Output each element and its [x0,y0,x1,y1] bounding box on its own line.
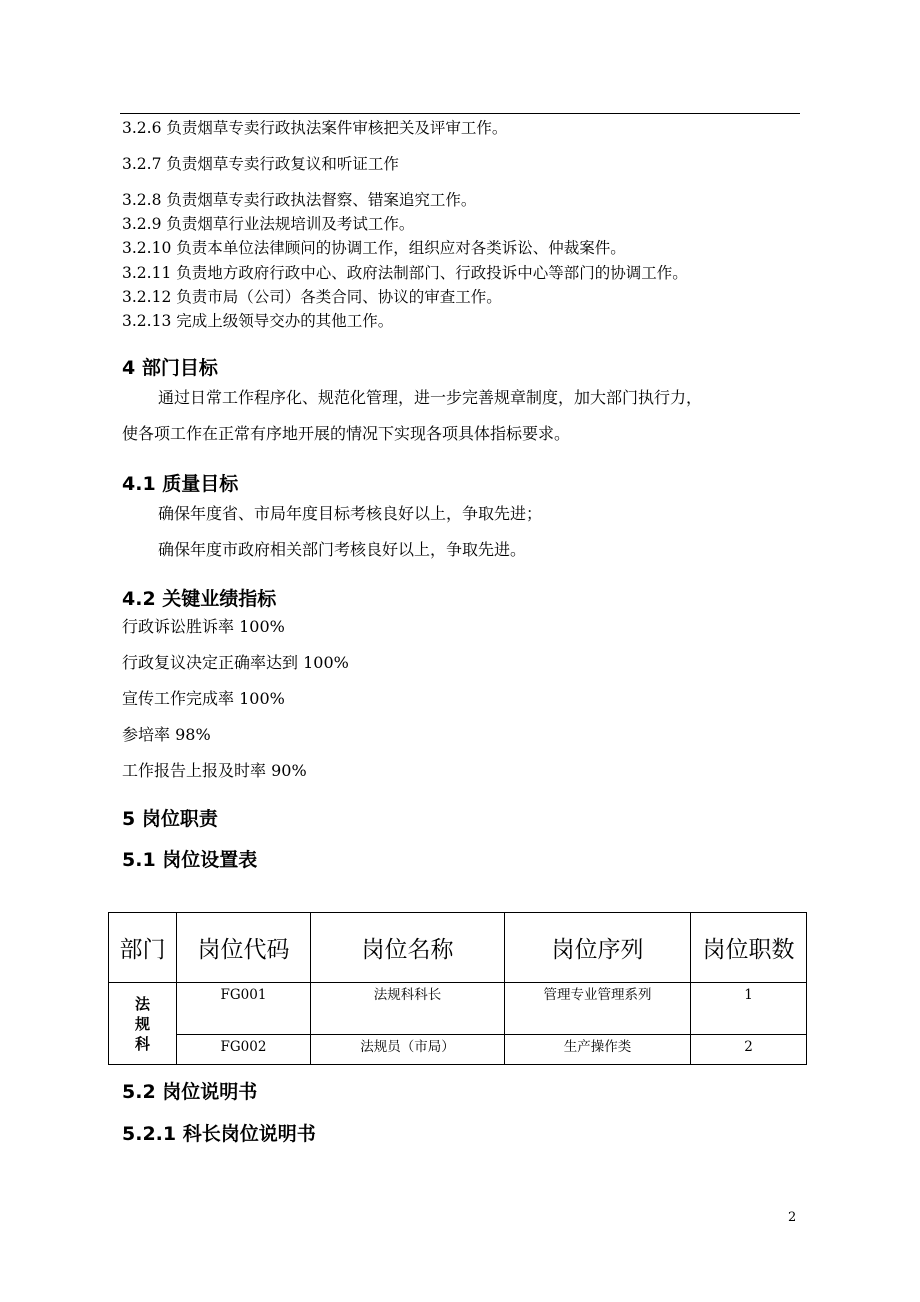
section-heading: 4 部门目标 [122,357,218,379]
goal-item: 确保年度市政府相关部门考核良好以上，争取先进。 [158,540,527,559]
header-rule [120,113,800,114]
goal-item: 确保年度省、市局年度目标考核良好以上，争取先进； [158,504,543,523]
position-count-cell: 2 [691,1035,807,1065]
table-row [109,1035,807,1065]
department-char: 法 [134,994,150,1013]
section-heading: 5 岗位职责 [122,808,218,830]
position-table [108,912,807,1065]
duty-item: 3.2.12 负责市局（公司）各类合同、协议的审查工作。 [122,288,502,306]
duty-item: 3.2.9 负责烟草行业法规培训及考试工作。 [122,215,415,233]
kpi-item: 宣传工作完成率 100% [122,689,285,708]
section-heading: 5.2 岗位说明书 [122,1081,258,1103]
kpi-item: 行政诉讼胜诉率 100% [122,617,285,636]
department-cell [109,983,177,1065]
duty-item: 3.2.13 完成上级领导交办的其他工作。 [122,312,394,330]
position-sequence-cell: 生产操作类 [505,1035,691,1065]
page-number: 2 [788,1210,797,1225]
column-header: 岗位代码 [177,913,311,983]
position-name-cell: 法规科科长 [311,983,505,1035]
department-char: 规 [134,1014,150,1033]
kpi-item: 行政复议决定正确率达到 100% [122,653,349,672]
duty-item: 3.2.8 负责烟草专卖行政执法督察、错案追究工作。 [122,191,477,209]
section-heading: 5.2.1 科长岗位说明书 [122,1123,316,1145]
section-heading: 4.2 关键业绩指标 [122,588,277,610]
table-row [109,983,807,1035]
kpi-item: 工作报告上报及时率 90% [122,761,307,780]
duty-item: 3.2.11 负责地方政府行政中心、政府法制部门、行政投诉中心等部门的协调工作。 [122,264,688,282]
duty-item: 3.2.7 负责烟草专卖行政复议和听证工作 [122,155,399,173]
kpi-item: 参培率 98% [122,725,211,744]
duty-item: 3.2.10 负责本单位法律顾问的协调工作，组织应对各类诉讼、仲裁案件。 [122,239,626,257]
duty-item: 3.2.6 负责烟草专卖行政执法案件审核把关及评审工作。 [122,119,508,137]
position-code-cell: FG002 [177,1035,311,1065]
position-code-cell: FG001 [177,983,311,1035]
column-header: 岗位名称 [311,913,505,983]
column-header: 部门 [109,913,177,983]
department-char: 科 [134,1034,150,1053]
section-heading: 5.1 岗位设置表 [122,849,258,871]
section-heading: 4.1 质量目标 [122,473,239,495]
column-header: 岗位职数 [691,913,807,983]
column-header: 岗位序列 [505,913,691,983]
position-name-cell: 法规员（市局） [311,1035,505,1065]
position-count-cell: 1 [691,983,807,1035]
position-sequence-cell: 管理专业管理系列 [505,983,691,1035]
paragraph-line: 通过日常工作程序化、规范化管理，进一步完善规章制度，加大部门执行力， [158,388,703,407]
table-header-row [109,913,807,983]
paragraph-line: 使各项工作在正常有序地开展的情况下实现各项具体指标要求。 [122,424,571,443]
